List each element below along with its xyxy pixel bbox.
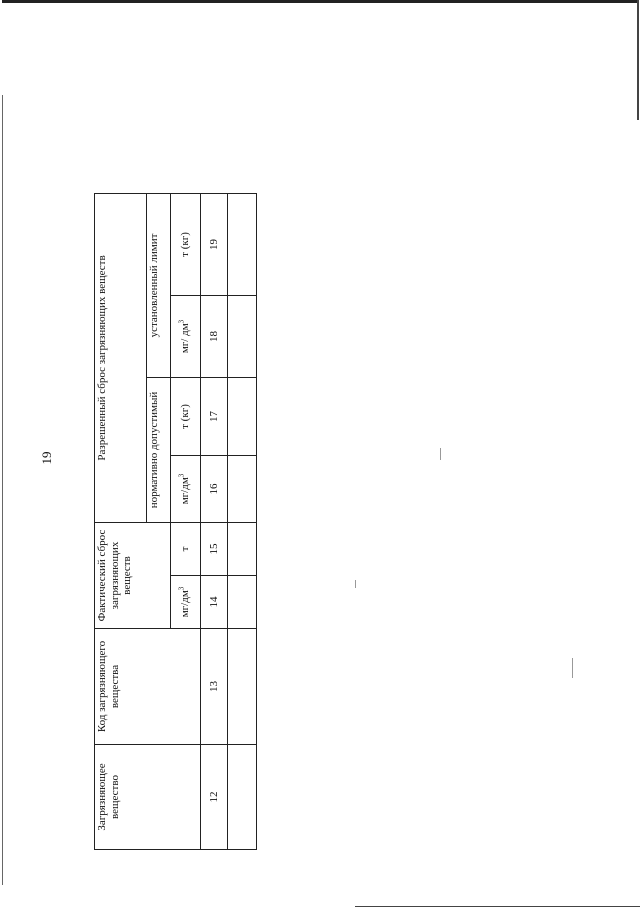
header-actual-discharge: Фактический сброс загрязняющих веществ bbox=[95, 523, 171, 629]
column-number: 13 bbox=[201, 629, 228, 745]
header-normative-permissible: нормативно допустимый bbox=[147, 378, 171, 523]
unit-mg-dm3-normative: $мг/дм^3$ bbox=[171, 456, 201, 523]
unit-t-actual: т bbox=[171, 523, 201, 576]
column-number: 12 bbox=[201, 745, 228, 850]
header-pollutant-code: Код загрязняющего вещества bbox=[95, 629, 201, 745]
scan-border-top bbox=[2, 0, 638, 3]
column-number: 16 bbox=[201, 456, 228, 523]
empty-cell bbox=[228, 745, 257, 850]
unit-mg-dm3-actual: $мг/дм^3$ bbox=[171, 576, 201, 629]
empty-cell bbox=[228, 378, 257, 456]
rotated-table-frame bbox=[94, 194, 256, 850]
scan-speck bbox=[572, 658, 573, 678]
column-number: 17 bbox=[201, 378, 228, 456]
unit-t-kg-normative: т (кг) bbox=[171, 378, 201, 456]
empty-cell bbox=[228, 456, 257, 523]
header-pollutant: Загрязняющее вещество bbox=[95, 745, 201, 850]
column-number: 14 bbox=[201, 576, 228, 629]
column-number: 15 bbox=[201, 523, 228, 576]
empty-cell bbox=[228, 629, 257, 745]
unit-mg-dm3-limit: мг/ $дм^3$ bbox=[171, 296, 201, 378]
scan-border-right bbox=[637, 0, 639, 120]
scan-speck bbox=[440, 448, 441, 460]
empty-cell bbox=[228, 296, 257, 378]
header-permitted-discharge: Разрешенный сброс загрязняющих веществ bbox=[95, 193, 147, 522]
empty-cell bbox=[228, 576, 257, 629]
unit-t-kg-limit: т (кг) bbox=[171, 193, 201, 295]
scan-border-left bbox=[2, 95, 3, 885]
discharge-table bbox=[94, 193, 257, 850]
scan-speck bbox=[355, 580, 356, 588]
header-established-limit: установленный лимит bbox=[147, 193, 171, 377]
empty-cell bbox=[228, 523, 257, 576]
column-number: 19 bbox=[201, 193, 228, 295]
empty-cell bbox=[228, 193, 257, 295]
column-number: 18 bbox=[201, 296, 228, 378]
page-number: 19 bbox=[39, 451, 54, 465]
